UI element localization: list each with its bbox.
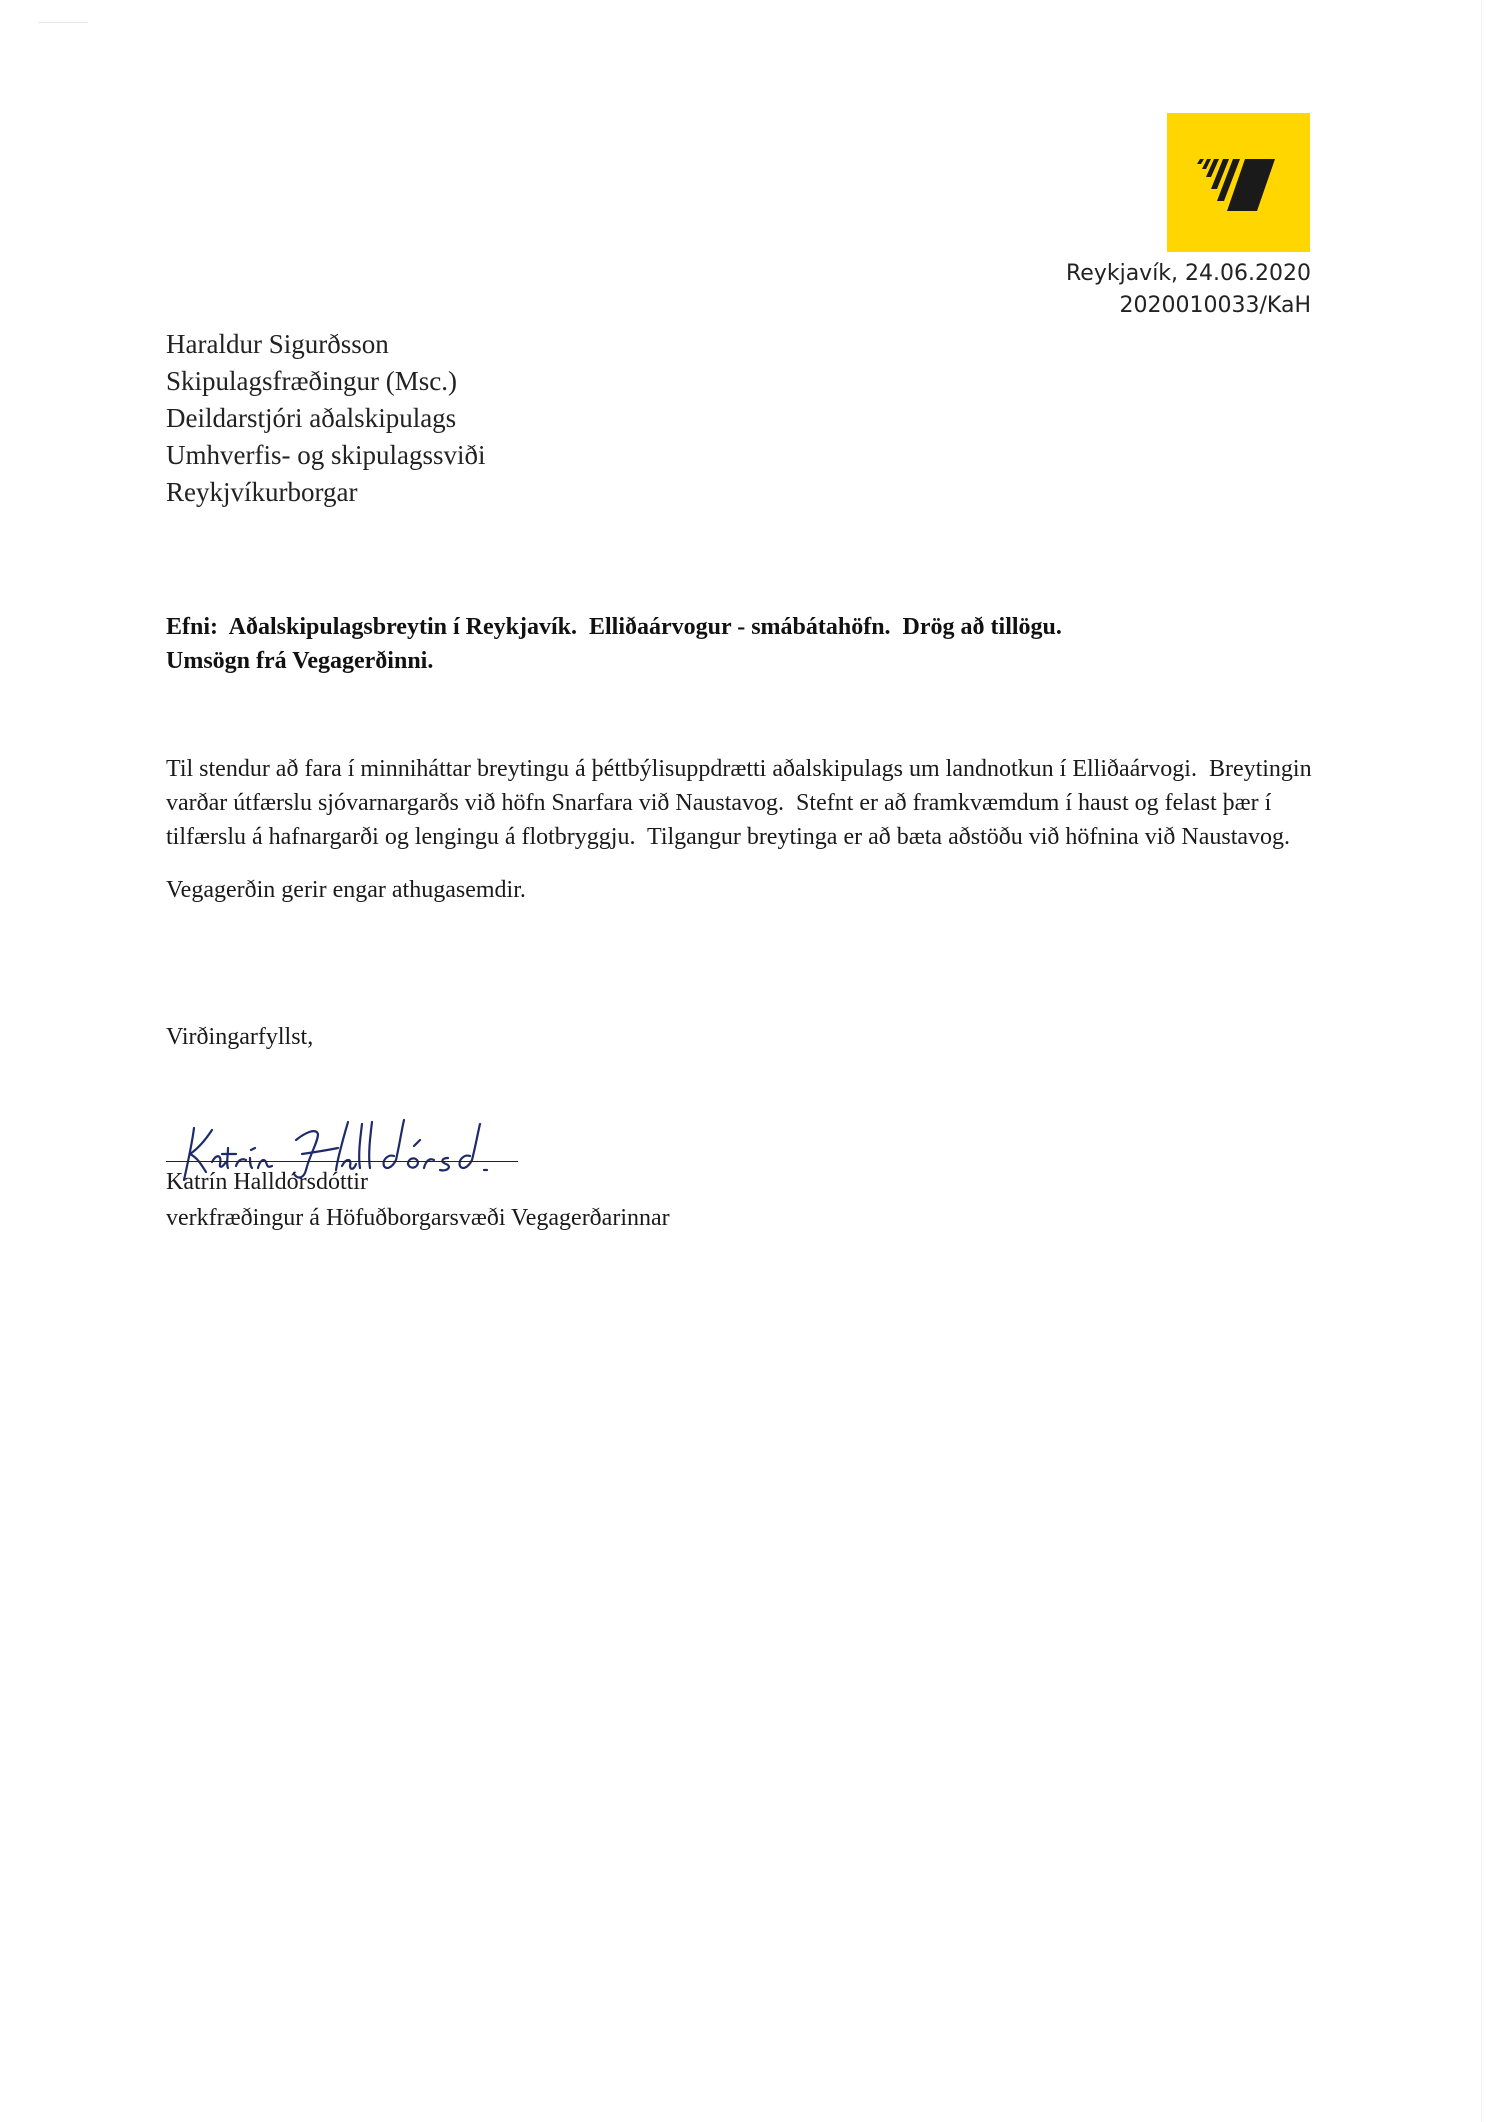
signer-name: Katrín Halldórsdóttir bbox=[166, 1169, 368, 1195]
subject-line bbox=[166, 610, 1306, 678]
recipient-position: Deildarstjóri aðalskipulags bbox=[166, 403, 457, 433]
scan-edge-shadow bbox=[1481, 0, 1482, 2122]
recipient-title: Skipulagsfræðingur (Msc.) bbox=[166, 366, 457, 396]
scan-corner-mark bbox=[38, 22, 88, 23]
recipient-block bbox=[166, 326, 485, 511]
place-date: Reykjavík, 24.06.2020 bbox=[1065, 261, 1311, 286]
subject-line-1: Efni: Aðalskipulagsbreytin í Reykjavík. Elliðaárvogur - smábátahöfn. Drög að tillögu. bbox=[166, 614, 1062, 640]
reference-number: 2020010033/KaH bbox=[1119, 293, 1311, 318]
recipient-department: Umhverfis- og skipulagssviði bbox=[166, 440, 486, 470]
vegagerdin-logo bbox=[1167, 113, 1310, 252]
signer-block bbox=[166, 1164, 670, 1236]
signer-title: verkfræðingur á Höfuðborgarsvæði Vegagerðarinnar bbox=[166, 1205, 670, 1231]
vegagerdin-logo-icon bbox=[1167, 113, 1310, 252]
body-paragraph-2: Vegagerðin gerir engar athugasemdir. bbox=[166, 877, 526, 903]
signature-line bbox=[166, 1161, 518, 1162]
closing-salutation: Virðingarfyllst, bbox=[166, 1024, 314, 1050]
letter-meta bbox=[1066, 258, 1311, 322]
body-paragraph-1: Til stendur að fara í minniháttar breytingu á þéttbýlisuppdrætti aðalskipulags um landnotkun í Elliðaárvogi. Breytingin varðar útfærslu sjóvarnargarðs við höfn Snarfara við Naustavog. Stefnt er að framkvæmdum í haust og felast þær í tilfærslu á hafnargarði og lengingu á flotbryggju. Tilgangur breytinga er að bæta aðstöðu við höfnina við Naustavog. bbox=[166, 756, 1318, 850]
letter-body bbox=[166, 752, 1326, 926]
recipient-organization: Reykjvíkurborgar bbox=[166, 477, 358, 507]
recipient-name: Haraldur Sigurðsson bbox=[166, 329, 389, 359]
subject-line-2: Umsögn frá Vegagerðinni. bbox=[166, 648, 434, 674]
